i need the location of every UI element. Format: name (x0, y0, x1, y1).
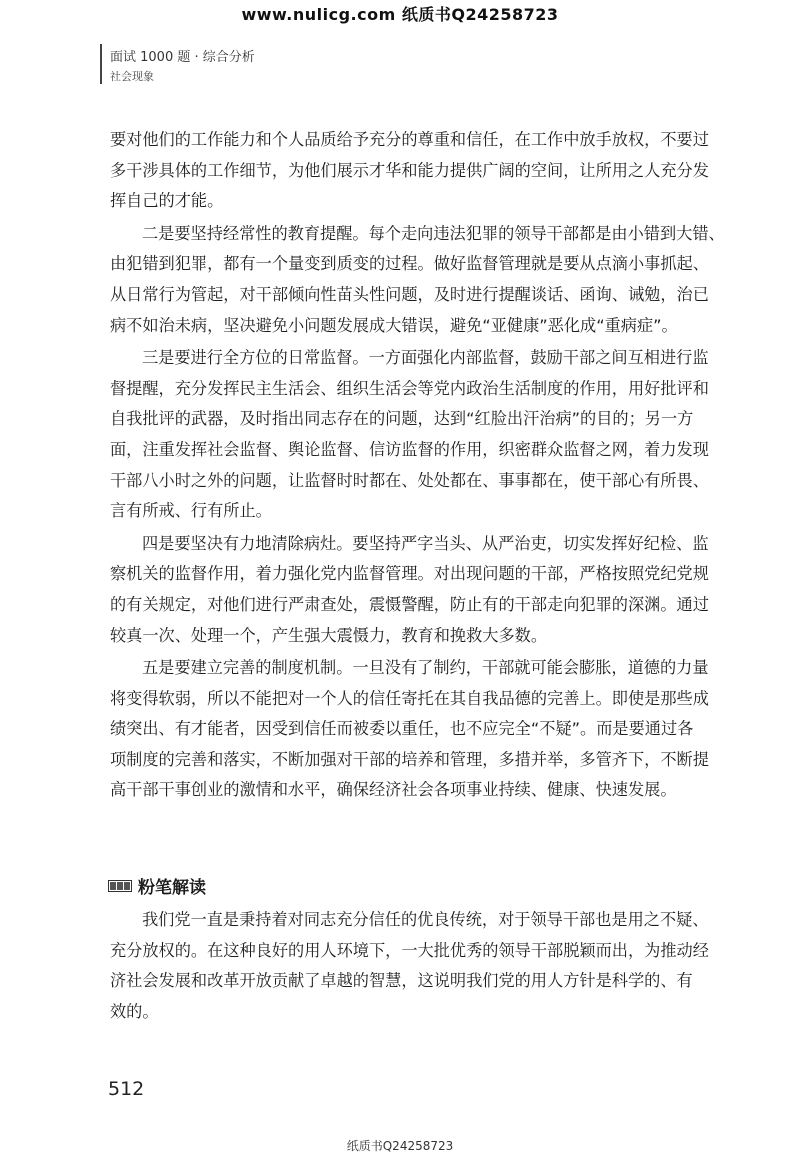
text-line: 自我批评的武器，及时指出同志存在的问题，达到“红脸出汗治病”的目的；另一方 (110, 409, 694, 429)
text-line: 从日常行为管起，对干部倾向性苗头性问题，及时进行提醒谈话、函询、诫勉，治已 (110, 284, 709, 304)
page-number: 512 (108, 1078, 145, 1100)
text-line: 察机关的监督作用，着力强化党内监督管理。对出现问题的干部，严格按照党纪党规 (110, 564, 709, 584)
text-line: 言有所戒、行有所止。 (110, 501, 272, 521)
text-line: 多干涉具体的工作细节，为他们展示才华和能力提供广阔的空间，让所用之人充分发 (110, 160, 709, 180)
paragraph-point-two (110, 219, 725, 341)
text-line: 将变得软弱，所以不能把对一个人的信任寄托在其自我品德的完善上。即使是那些成 (110, 688, 709, 708)
section-marker-icon (108, 880, 132, 892)
text-line: 干部八小时之外的问题，让监督时时都在、处处都在、事事都在，使干部心有所畏、 (110, 470, 709, 490)
running-header-subtitle: 社会现象 (110, 70, 154, 83)
text-line: 二是要坚持经常性的教育提醒。每个走向违法犯罪的领导干部都是由小错到大错、 (142, 223, 725, 243)
text-line: 四是要坚决有力地清除病灶。要坚持严字当头、从严治吏，切实发挥好纪检、监 (142, 533, 709, 553)
text-line: 病不如治未病，坚决避免小问题发展成大错误，避免“亚健康”恶化成“重病症”。 (110, 315, 678, 335)
text-line: 绩突出、有才能者，因受到信任而被委以重任，也不应完全“不疑”。而是要通过各 (110, 719, 694, 739)
text-line: 督提醒，充分发挥民主生活会、组织生活会等党内政治生活制度的作用，用好批评和 (110, 378, 709, 398)
header-divider (100, 44, 102, 84)
paragraph-point-four (110, 529, 709, 651)
main-body-text (110, 125, 725, 808)
analysis-heading (108, 873, 206, 898)
paragraph-point-five (110, 653, 709, 806)
analysis-body (110, 905, 709, 1027)
analysis-title: 粉笔解读 (138, 878, 206, 898)
paragraph-continued (110, 125, 709, 217)
text-line: 三是要进行全方位的日常监督。一方面强化内部监督，鼓励干部之间互相进行监 (142, 348, 709, 368)
text-line: 要对他们的工作能力和个人品质给予充分的尊重和信任，在工作中放手放权，不要过 (110, 130, 709, 149)
watermark-bottom: 纸质书Q24258723 (346, 1139, 454, 1153)
text-line: 我们党一直是秉持着对同志充分信任的优良传统，对于领导干部也是用之不疑、 (142, 910, 709, 929)
text-line: 的有关规定，对他们进行严肃查处，震慑警醒，防止有的干部走向犯罪的深渊。通过 (110, 594, 709, 614)
paragraph-point-three (110, 343, 709, 527)
text-line: 由犯错到犯罪，都有一个量变到质变的过程。做好监督管理就是要从点滴小事抓起、 (110, 254, 709, 274)
text-line: 充分放权的。在这种良好的用人环境下，一大批优秀的领导干部脱颖而出，为推动经 (110, 940, 709, 960)
text-line: 面，注重发挥社会监督、舆论监督、信访监督的作用，织密群众监督之网，着力发现 (110, 439, 709, 459)
text-line: 效的。 (110, 1001, 159, 1021)
watermark-top: www.nulicg.com 纸质书Q24258723 (241, 5, 559, 24)
text-line: 济社会发展和改革开放贡献了卓越的智慧，这说明我们党的用人方针是科学的、有 (110, 971, 693, 991)
text-line: 五是要建立完善的制度机制。一旦没有了制约，干部就可能会膨胀，道德的力量 (142, 658, 709, 678)
running-header-title: 面试 1000 题 · 综合分析 (110, 50, 255, 65)
text-line: 高干部干事创业的激情和水平，确保经济社会各项事业持续、健康、快速发展。 (110, 780, 677, 800)
text-line: 挥自己的才能。 (110, 191, 224, 211)
text-line: 较真一次、处理一个，产生强大震慑力，教育和挽救大多数。 (110, 625, 548, 645)
text-line: 项制度的完善和落实，不断加强对干部的培养和管理，多措并举，多管齐下，不断提 (110, 749, 709, 769)
